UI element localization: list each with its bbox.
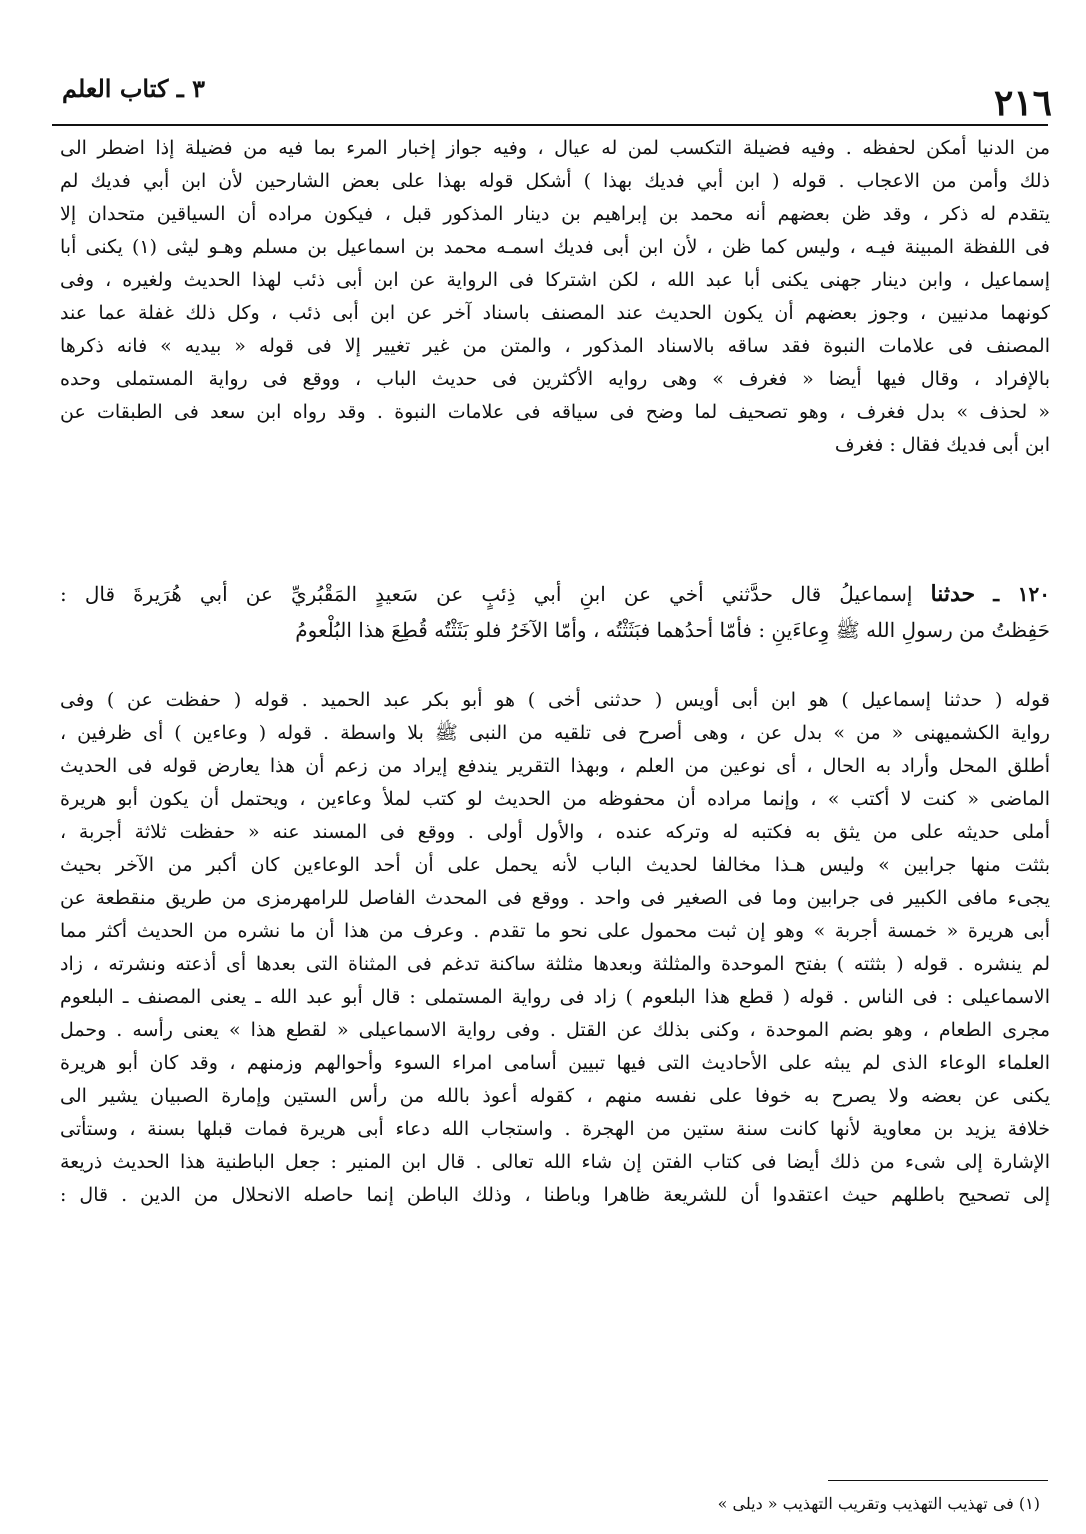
text-line: مجرى الطعام ، وهو بضم الموحدة ، وكنى بذلك عن القتل . وفى رواية الاسماعيلى « لقطع هذا » يعنى رأسه . وحمل bbox=[60, 1019, 1050, 1041]
hadith-text bbox=[60, 576, 1050, 648]
text-line: ابن أبى فديك فقال : فغرف bbox=[834, 434, 1050, 456]
text-line: كونهما مدنيين ، وجوز بعضهم أن يكون الحديث عند المصنف باسناد آخر عن ابن أبى ذئب ، وكل ذلك غفلة عما عند bbox=[60, 302, 1050, 324]
text-line: قوله ( حدثنا إسماعيل ) هو ابن أبى أويس ( حدثنى أخى ) هو أبو بكر عبد الحميد . قوله ( حفظت عن ) وفى bbox=[60, 689, 1050, 711]
page-header bbox=[52, 64, 1052, 128]
text-line: من الدنيا أمكن لحفظه . وفيه فضيلة التكسب لمن له عيال ، وفيه جواز إخبار المرء بما فيه من فضيلة إذا اضطر الى bbox=[60, 137, 1050, 159]
text-line: أطلق المحل وأراد به الحال ، أى نوعين من العلم ، وبهذا التقرير يندفع إيراد من زعم أن هذا يعارض قوله فى الحديث bbox=[60, 755, 1050, 777]
hadith-line: حَفِظتُ من رسولِ الله ﷺ وِعاءَينِ : فأمّا أحدُهما فبَثَثْتُه ، وأمّا الآخَرُ فلو بَثَثْتُه قُطِعَ هذا البُلْعومُ bbox=[295, 618, 1050, 642]
text-line: الإشارة إلى شىء من ذلك أيضا فى كتاب الفتن إن شاء الله تعالى . قال ابن المنير : جعل الباطنية هذا الحديث ذريعة bbox=[60, 1151, 1050, 1173]
running-title: ٣ ـ كتاب العلم bbox=[62, 74, 206, 103]
text-line: يكنى عن بعضه ولا يصرح به خوفا على نفسه منهم ، كقوله أعوذ بالله من رأس الستين وإمارة الصبيان يشير الى bbox=[60, 1085, 1050, 1107]
haddathana-label: حدثنا bbox=[930, 581, 976, 607]
text-line: يجىء مافى الكبير فى جرابين وما فى الصغير فى واحد . ووقع فى المحدث الفاصل للرامهرمزى من طريق منقطعة عن bbox=[60, 887, 1050, 909]
hadith-commentary bbox=[60, 684, 1050, 1212]
text-line: الاسماعيلى : فى الناس . قوله ( قطع هذا البلعوم ) زاد فى رواية المستملى : قال أبو عبد الله ـ يعنى المصنف ـ البلعوم bbox=[60, 986, 1050, 1008]
text-line: فى اللفظة المبينة فيـه ، وليس كما ظن ، لأن ابن أبى فديك اسمـه محمد بن اسماعيل بن مسلم وهـو ليثى (١) يكنى أبا bbox=[60, 236, 1050, 258]
text-line: خلافة يزيد بن معاوية لأنها كانت سنة ستين من الهجرة . واستجاب الله دعاء أبى هريرة فمات قبلها بسنة ، وستأتى bbox=[60, 1118, 1050, 1140]
text-line: « لحذف » بدل فغرف ، وهو تصحيف لما وضح فى سياقه فى علامات النبوة . وقد رواه ابن سعد فى الطبقات عن bbox=[60, 401, 1050, 423]
hadith-chain: إسماعيلُ قال حدَّثني أخي عن ابنِ أبي ذِئبٍ عن سَعيدٍ المَقْبُريِّ عن أبي هُرَيرةَ قال : bbox=[60, 582, 913, 606]
footnote: (١) فى تهذيب التهذيب وتقريب التهذيب « ديلى » bbox=[717, 1494, 1040, 1513]
text-line: العلماء الوعاء الذى لم يبثه على الأحاديث التى فيها تبيين أسامى امراء السوء وأحوالهم وزمنهم ، وقد كان أبو هريرة bbox=[60, 1052, 1050, 1074]
text-line: الماضى « كنت لا أكتب » ، وإنما مراده أن محفوظه من الحديث لو كتب لملأ وعاءين ، ويحتمل أن يكون أبو هريرة bbox=[60, 788, 1050, 810]
text-line: لم ينشره . قوله ( بثثته ) بفتح الموحدة والمثلثة وبعدها مثلثة ساكنة تدغم فى المثناة التى بعدها أى أذعته ونشرته ، زاد bbox=[60, 953, 1050, 975]
text-line: رواية الكشميهنى « من » بدل عن ، وهى أصرح فى تلقيه من النبى ﷺ بلا واسطة . قوله ( وعاءين ) أى ظرفين ، bbox=[60, 722, 1050, 744]
text-line: ذلك وأمن من الاعجاب . قوله ( ابن أبي فديك بهذا ) أشكل قوله بهذا على بعض الشارحين لأن ابن أبي فديك لم bbox=[60, 170, 1050, 192]
text-line: بالإفراد ، وقال فيها أيضا « فغرف » وهى روايه الأكثرين فى حديث الباب ، ووقع فى رواية المستملى وحده bbox=[60, 368, 1050, 390]
text-line: بثثت منها جرابين » وليس هـذا مخالفا لحديث الباب لأنه يحمل على أن أحد الوعاءين كان أكبر من الآخر بحيث bbox=[60, 854, 1050, 876]
text-line: المصنف فى علامات النبوة فقد ساقه بالاسناد المذكور ، والمتن من غير تغيير إلا فى قوله « بيديه » فانه ذكرها bbox=[60, 335, 1050, 357]
footnote-divider bbox=[828, 1480, 1048, 1481]
hadith-number: ١٢٠ ـ bbox=[993, 582, 1050, 606]
text-line: إلى تصحيح باطلهم حيث اعتقدوا أن للشريعة ظاهرا وباطنا ، وذلك الباطن إنما حاصله الانحلال من الدين . قال : bbox=[60, 1184, 1050, 1206]
hadith-line bbox=[60, 576, 1050, 612]
text-line: يتقدم له ذكر ، وقد ظن بعضهم أنه محمد بن إبراهيم بن دينار المذكور قبل ، فيكون مراده أن السياقين متحدان إلا bbox=[60, 203, 1050, 225]
text-line: أبى هريرة « خمسة أجربة » وهو إن ثبت محمول على نحو ما تقدم . وعرف من هذا أن ما نشره من الحديث أكثر مما bbox=[60, 920, 1050, 942]
opening-commentary bbox=[60, 132, 1050, 462]
text-line: أملى حديثه على من يثق به فكتبه له وتركه عنده ، والأول أولى . ووقع فى المسند عنه « حفظت ثلاثة أجربة ، bbox=[60, 821, 1050, 843]
header-divider bbox=[52, 124, 1048, 126]
page-number: ٢١٦ bbox=[993, 82, 1052, 124]
text-line: إسماعيل ، وابن دينار جهنى يكنى أبا عبد الله ، لكن اشتركا فى الرواية عن ابن أبى ذئب لهذا الحديث ولغيره ، وفى bbox=[60, 269, 1050, 291]
